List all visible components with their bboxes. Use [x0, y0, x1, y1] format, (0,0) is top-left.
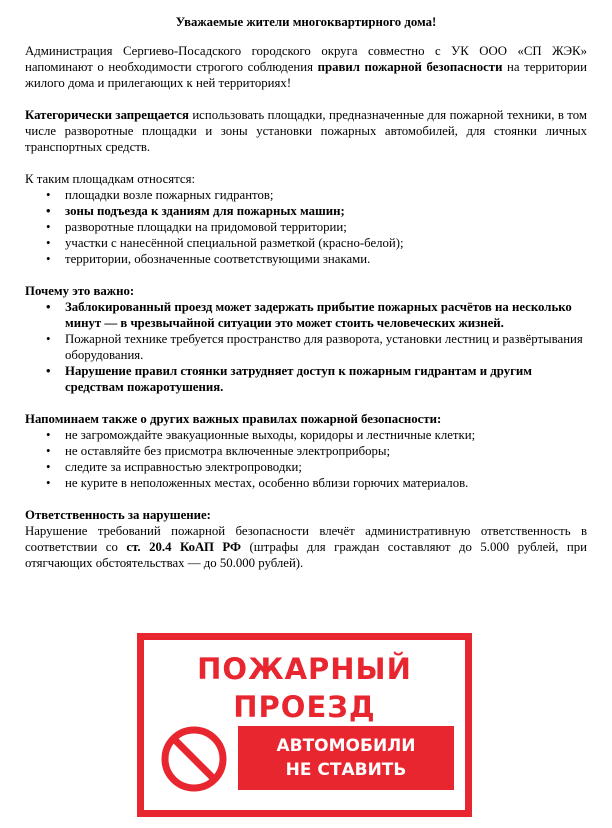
liability-bold: ст. 20.4 КоАП РФ: [126, 540, 241, 554]
why-list: [25, 299, 587, 395]
intro-text-2: на территории жилого дома и прилегающих к ней территориях!: [25, 60, 587, 90]
reminders-list: [25, 427, 587, 491]
list-item: • разворотные площадки на придомовой территории;: [25, 219, 587, 235]
sign-box-line-2: НЕ СТАВИТЬ: [285, 760, 407, 780]
list-item: • Нарушение правил стоянки затрудняет доступ к пожарным гидрантам и другим средствам пожаротушения.: [25, 363, 587, 395]
list-item: • зоны подъезда к зданиям для пожарных машин;: [25, 203, 587, 219]
fire-lane-sign: [137, 633, 472, 817]
intro-bold: правил пожарной безопасности: [317, 60, 503, 74]
sign-box-line-1: АВТОМОБИЛИ: [276, 736, 416, 756]
intro-paragraph: [25, 43, 587, 91]
liability-heading: Ответственность за нарушение:: [25, 508, 211, 522]
liability-text-1: Нарушение требований пожарной безопасности влечёт административную ответственность в соответствии со: [25, 524, 587, 554]
prohibited-bold: Категорически запрещается: [25, 108, 189, 122]
list-item: • не загромождайте эвакуационные выходы, коридоры и лестничные клетки;: [25, 427, 587, 443]
sign-warning-box: [238, 726, 454, 790]
sign-line-1: ПОЖАРНЫЙ: [197, 652, 412, 686]
why-heading: Почему это важно:: [25, 284, 135, 298]
list-item: • территории, обозначенные соответствующими знаками.: [25, 251, 587, 267]
prohibited-paragraph: [25, 107, 587, 155]
areas-list: [25, 187, 587, 267]
prohibited-text: использовать площадки, предназначенные для пожарной техники, в том числе разворотные площадки и зоны установки пожарных автомобилей, для стоянки личных транспортных средств.: [25, 108, 587, 154]
areas-heading: К таким площадкам относятся:: [25, 172, 196, 186]
no-entry-icon: [160, 725, 228, 793]
list-item: • не оставляйте без присмотра включенные электроприборы;: [25, 443, 587, 459]
sign-title: [144, 650, 465, 726]
intro-text-1: Администрация Сергиево-Посадского городского округа совместно с УК ООО «СП ЖЭК» напоминают о необходимости строгого соблюдения: [25, 44, 587, 74]
list-item: • не курите в неположенных местах, особенно вблизи горючих материалов.: [25, 475, 587, 491]
list-item: • площадки возле пожарных гидрантов;: [25, 187, 587, 203]
list-item: • следите за исправностью электропроводки;: [25, 459, 587, 475]
list-item: • Заблокированный проезд может задержать прибытие пожарных расчётов на несколько минут — в чрезвычайной ситуации это может стоить человеческих жизней.: [25, 299, 587, 331]
list-item: • Пожарной технике требуется пространство для разворота, установки лестниц и развёртывания оборудования.: [25, 331, 587, 363]
reminders-heading: Напоминаем также о других важных правилах пожарной безопасности:: [25, 412, 442, 426]
liability-paragraph: [25, 523, 587, 571]
notice-title: Уважаемые жители многоквартирного дома!: [175, 15, 437, 29]
list-item: • участки с нанесённой специальной разметкой (красно-белой);: [25, 235, 587, 251]
sign-line-2: ПРОЕЗД: [233, 690, 376, 724]
liability-text-2: (штрафы для граждан составляют до 5.000 рублей, при отягчающих обстоятельствах — до 50.000 рублей).: [25, 540, 587, 570]
